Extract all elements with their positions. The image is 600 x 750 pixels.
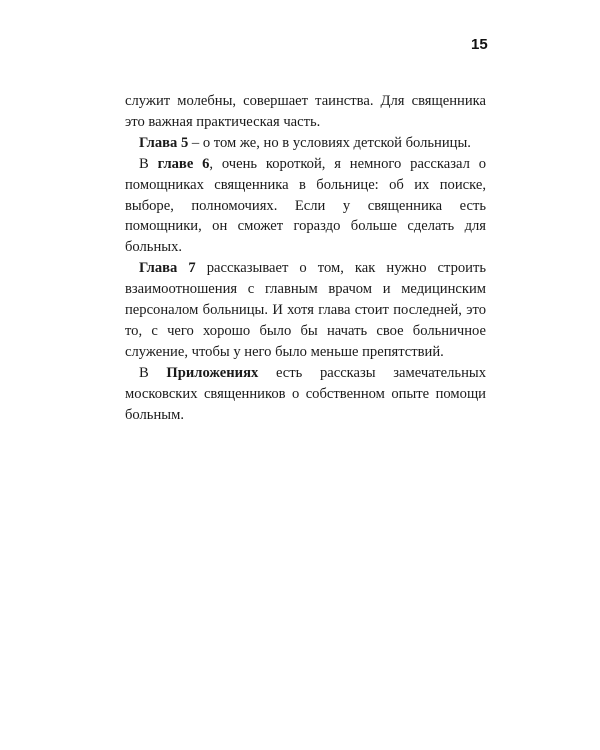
- paragraph-chapter-5: [125, 133, 486, 154]
- appendices-text: есть рассказы замечательных московских священников о собственном опыте помощи больным.: [125, 364, 486, 423]
- page-number: 15: [471, 36, 488, 53]
- chapter-7-text: рассказывает о том, как нужно строить взаимоотношения с главным врачом и медицинским персоналом больницы. И хотя глава стоит последней, это то, с чего хорошо было бы начать свое больничное служение, чтобы у него было меньше препятствий.: [125, 260, 487, 360]
- chapter-6-title: главе 6: [157, 155, 210, 172]
- appendices-title: Приложениях: [166, 364, 259, 381]
- paragraph-chapter-6: [125, 154, 486, 259]
- paragraph-appendices: [125, 363, 486, 426]
- chapter-5-text: – о том же, но в условиях детской больницы.: [188, 134, 471, 151]
- paragraph-continuation: служит молебны, совершает таинства. Для священника это важная практическая часть.: [125, 93, 486, 130]
- body-text: [125, 91, 486, 426]
- chapter-7-title: Глава 7: [139, 260, 196, 277]
- appendices-prefix: В: [139, 364, 167, 381]
- chapter-5-title: Глава 5: [139, 134, 189, 151]
- chapter-6-text: , очень короткой, я немного рассказал о помощниках священника в больнице: об их поиске, выборе, полномочиях. Если у священника есть помощники, он сможет гораздо больше сделать для больных.: [125, 155, 486, 256]
- paragraph-chapter-7: [125, 258, 486, 363]
- chapter-6-prefix: В: [139, 155, 158, 172]
